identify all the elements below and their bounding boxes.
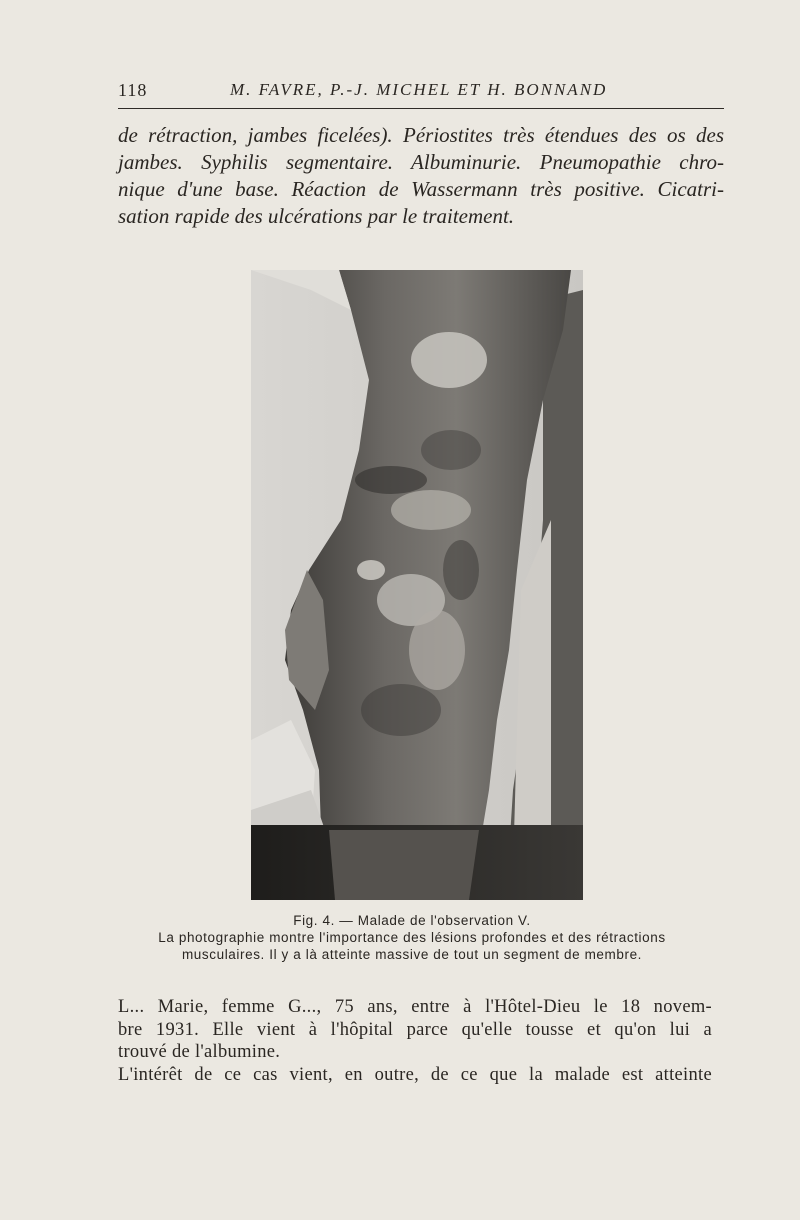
figure-caption-line: musculaires. Il y a là atteinte massive de tout un segment de membre. <box>181 947 643 962</box>
intro-line: jambes. Syphilis segmentaire. Albuminurie. Pneumopathie chro- <box>118 150 724 174</box>
figure-caption <box>100 912 724 963</box>
figure-caption-line: La photographie montre l'importance des lésions profondes et des rétractions <box>158 930 666 945</box>
running-head <box>118 78 724 109</box>
body-line: L... Marie, femme G..., 75 ans, entre à l'Hôtel-Dieu le 18 novem- <box>118 997 712 1017</box>
body-paragraph <box>118 996 712 1086</box>
intro-line: sation rapide des ulcérations par le traitement. <box>118 204 515 228</box>
figure-photograph <box>251 270 583 900</box>
body-line: L'intérêt de ce cas vient, en outre, de ce que la malade est atteinte <box>118 1064 712 1085</box>
body-line: bre 1931. Elle vient à l'hôpital parce qu'elle tousse et qu'on lui a <box>118 1019 712 1040</box>
page-number: 118 <box>118 80 148 100</box>
leg-photograph-image <box>251 270 583 900</box>
body-line: trouvé de l'albumine. <box>118 1042 281 1062</box>
intro-line: nique d'une base. Réaction de Wassermann très positive. Cicatri- <box>118 177 724 201</box>
running-head-authors: M. FAVRE, P.-J. MICHEL ET H. BONNAND <box>230 80 608 99</box>
figure-caption-title: Fig. 4. — Malade de l'observation V. <box>293 913 531 928</box>
intro-paragraph <box>118 122 724 230</box>
intro-line: de rétraction, jambes ficelées). Périostites très étendues des os des <box>118 123 724 147</box>
